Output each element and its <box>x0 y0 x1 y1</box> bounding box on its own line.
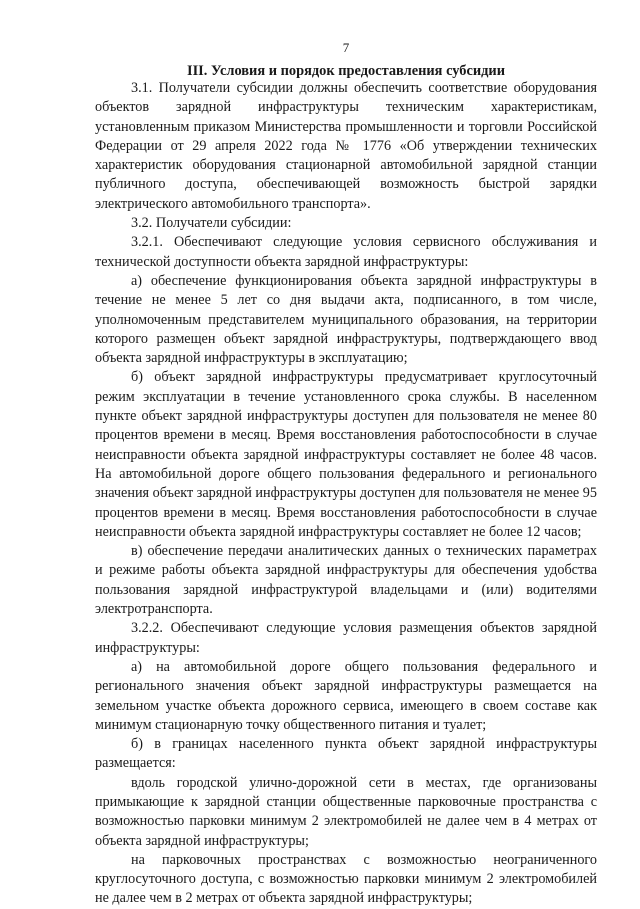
paragraph-3-2-1-b: б) объект зарядной инфраструктуры предусматривает круглосуточный режим эксплуатации в течение установленного срока службы. В населенном пункте объект зарядной инфраструктуры доступен для пользователя не менее 80 процентов времени в месяц. Время восстановления работоспособности в случае неисправности объекта зарядной инфраструктуры составляет не более 48 часов. На автомобильной дороге общего пользования федерального и регионального значения объект зарядной инфраструктуры доступен для пользователя не менее 95 процентов времени в месяц. Время восстановления работоспособности в случае неисправности объекта зарядной инфраструктуры составляет не более 12 часов; <box>95 369 597 540</box>
paragraph-3-2-1-v: в) обеспечение передачи аналитических данных о технических параметрах и режиме работы объекта зарядной инфраструктуры для обеспечения удобства пользования зарядной инфраструктурой владельцами и (или) водителями электротранспорта. <box>95 543 597 618</box>
document-page <box>95 0 597 905</box>
page-number: 7 <box>342 40 350 55</box>
paragraph-3-2-1-a: а) обеспечение функционирования объекта зарядной инфраструктуры в течение не менее 5 лет со дня выдачи акта, подписанного, в том числе, уполномоченным представителем муниципального образования, на территории которого размещен объект зарядной инфраструктуры, подтверждающего ввод объекта зарядной инфраструктуры в эксплуатацию; <box>95 272 597 367</box>
section-title: III. Условия и порядок предоставления субсидии <box>186 63 506 79</box>
paragraph-3-2-1: 3.2.1. Обеспечивают следующие условия сервисного обслуживания и технической доступности объекта зарядной инфраструктуры: <box>95 234 597 270</box>
paragraph-3-1: 3.1. Получатели субсидии должны обеспечить соответствие оборудования объектов зарядной инфраструктуры техническим характеристикам, установленным приказом Министерства промышленности и торговли Российской Федерации от 29 апреля 2022 года № 1776 «Об утверждении технических характеристик оборудования стационарной автомобильной зарядной станции публичного доступа, обеспечивающей возможность быстрой зарядки электрического автомобильного транспорта». <box>95 80 597 212</box>
paragraph-3-2-2-b: б) в границах населенного пункта объект зарядной инфраструктуры размещается: <box>95 736 597 772</box>
paragraph-3-2-2-a: а) на автомобильной дороге общего пользования федерального и регионального значения объект зарядной инфраструктуры размещается на земельном участке объекта дорожного сервиса, имеющего в своем составе как минимум стационарную точку общественного питания и туалет; <box>95 658 597 733</box>
paragraph-3-2: 3.2. Получатели субсидии: <box>131 215 292 232</box>
paragraph-parking-spaces: на парковочных пространствах с возможностью неограниченного круглосуточного доступа, с возможностью парковки минимум 2 электромобилей не далее чем в 2 метрах от объекта зарядной инфраструктуры; <box>95 851 597 907</box>
paragraph-street-network: вдоль городской улично-дорожной сети в местах, где организованы примыкающие к зарядной станции общественные парковочные пространства с возможностью парковки минимум 2 электромобилей не далее чем в 4 метрах от объекта зарядной инфраструктуры; <box>95 774 597 849</box>
paragraph-3-2-2: 3.2.2. Обеспечивают следующие условия размещения объектов зарядной инфраструктуры: <box>95 620 597 656</box>
body-text <box>95 79 597 909</box>
